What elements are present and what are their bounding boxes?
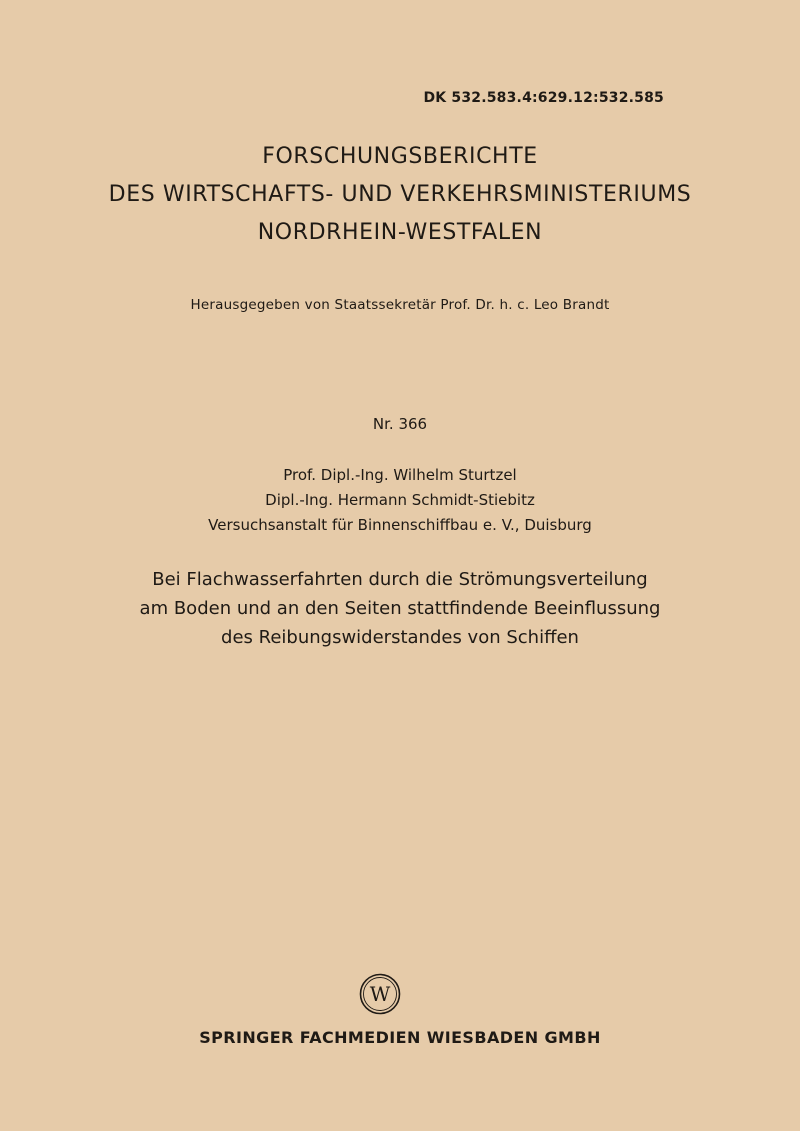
series-title-line-1: FORSCHUNGSBERICHTE <box>262 144 538 169</box>
author-1: Prof. Dipl.-Ing. Wilhelm Sturtzel <box>283 466 517 484</box>
springer-w-logo-icon <box>359 973 401 1015</box>
title-line-2: am Boden und an den Seiten stattfindende Beeinflussung <box>139 598 661 619</box>
title-line-3: des Reibungswiderstandes von Schiffen <box>221 627 579 648</box>
classification-code: DK 532.583.4:629.12:532.585 <box>423 90 664 106</box>
authors-block <box>0 463 800 538</box>
series-title-line-2: DES WIRTSCHAFTS- UND VERKEHRSMINISTERIUMS <box>108 182 692 207</box>
publisher: SPRINGER FACHMEDIEN WIESBADEN GMBH <box>199 1028 601 1047</box>
series-title <box>0 138 800 252</box>
title-line-1: Bei Flachwasserfahrten durch die Strömungsverteilung <box>152 569 648 590</box>
report-title <box>0 565 800 652</box>
institution: Versuchsanstalt für Binnenschiffbau e. V., Duisburg <box>208 516 592 534</box>
logo-letter: W <box>369 982 391 1006</box>
editor-line: Herausgegeben von Staatssekretär Prof. Dr. h. c. Leo Brandt <box>190 297 610 313</box>
report-number: Nr. 366 <box>372 415 428 433</box>
series-title-line-3: NORDRHEIN-WESTFALEN <box>257 220 543 245</box>
author-2: Dipl.-Ing. Hermann Schmidt-Stiebitz <box>265 491 535 509</box>
